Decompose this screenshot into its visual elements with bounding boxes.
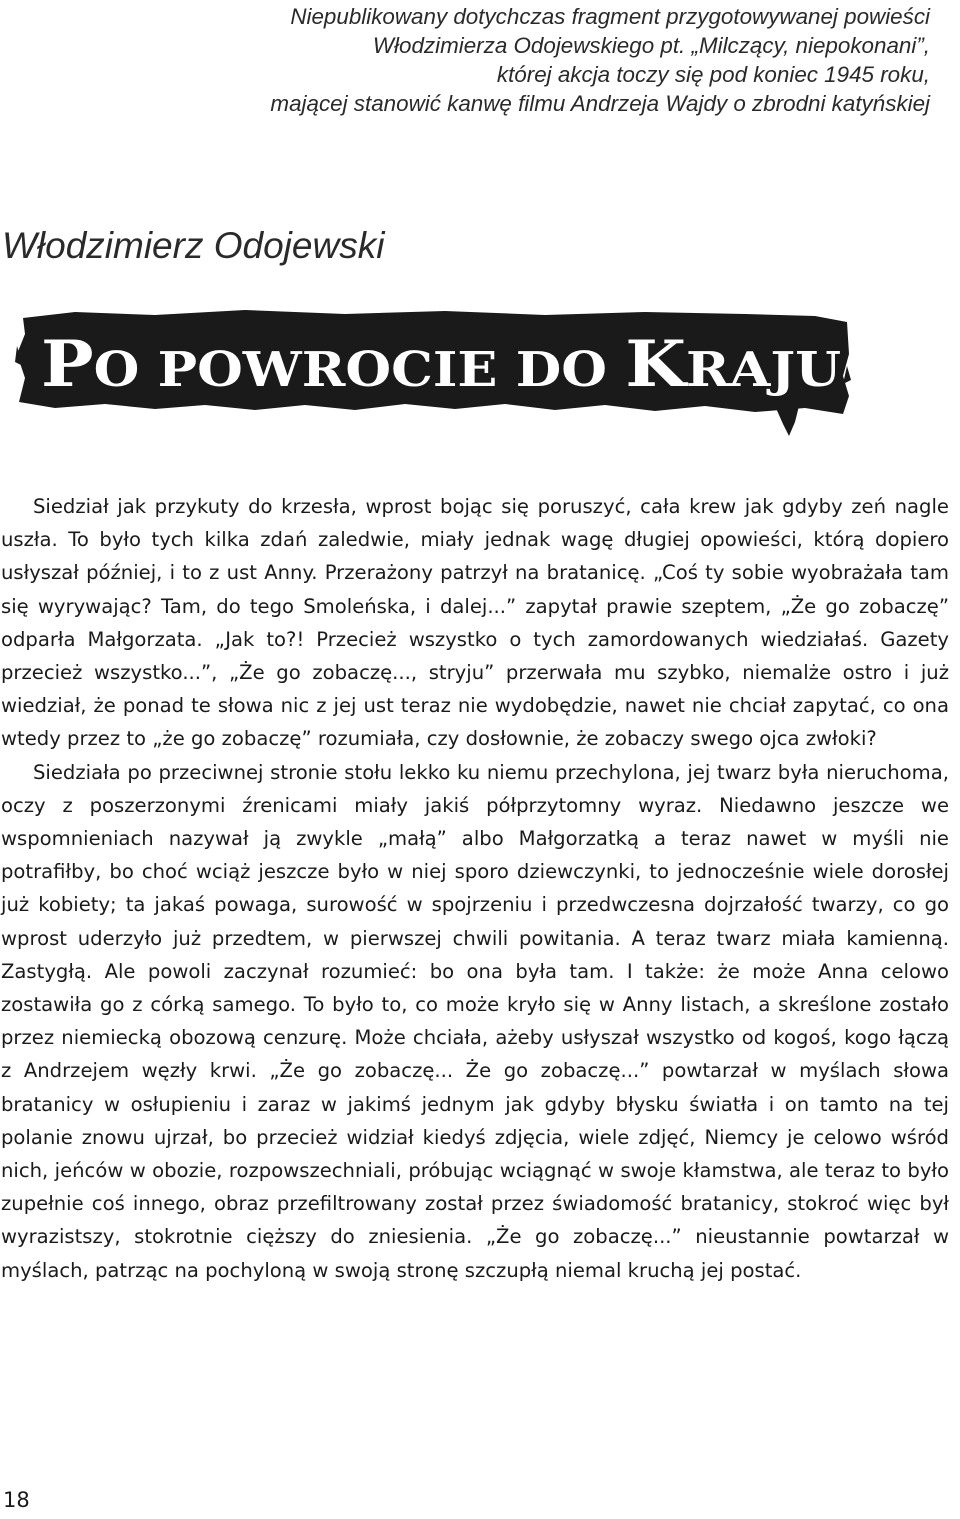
body-paragraph: Siedział jak przykuty do krzesła, wprost bojąc się poruszyć, cała krew jak gdyby zeń nagle uszła. To było tych kilka zdań zaledwie, miały jednak wagę długiej opowieści, którą dopiero usłyszał później, i to z ust Anny. Przerażony patrzył na bratanicę. „Coś ty sobie wyobrażała tam się wyrywając? Tam, do tego Smoleńska, i dalej...” zapytał prawie szeptem, „Że go zobaczę” odparła Małgorzata. „Jak to?! Przecież wszystko o tych zamordowanych wiedziałaś. Gazety przecież wszystko...”, „Że go zobaczę..., stryju” przerwała mu szybko, niemalże ostro i już wiedział, że ponad te słowa nic z jej ust teraz nie wydobędzie, nawet nie chciał zapytać, co ona wtedy przez to „że go zobaczę” rozumiała, czy dosłownie, że zobaczy swego ojca zwłoki? xyxy=(1,495,949,751)
title-initial-p: P xyxy=(41,327,90,402)
intro-note xyxy=(150,2,930,118)
title-middle: O POWROCIE DO xyxy=(93,342,580,398)
title-banner xyxy=(15,306,851,438)
title-initial-k: K xyxy=(625,327,681,402)
page-number: 18 xyxy=(3,1488,30,1512)
article-body xyxy=(1,490,949,1287)
intro-line: Niepublikowany dotychczas fragment przygotowywanej powieści xyxy=(290,4,930,29)
intro-line: której akcja toczy się pod koniec 1945 roku, xyxy=(496,62,930,87)
title-end: RAJU xyxy=(686,342,828,398)
intro-line: Włodzimierza Odojewskiego pt. „Milczący, niepokonani”, xyxy=(372,33,930,58)
body-paragraph: Siedziała po przeciwnej stronie stołu lekko ku niemu przechylona, jej twarz była nieruchoma, oczy z poszerzonymi źrenicami miały jakiś półprzytomny wyraz. Niedawno jeszcze we wspomnieniach nazywał ją zwykle „małą” albo Małgorzatką a teraz nawet w myśli nie potrafiłby, bo choć wciąż jeszcze było w niej sporo dziewczynki, to jednocześnie wiele dorosłej już kobiety; ta jakaś powaga, surowość w spojrzeniu i przedwczesna dojrzałość twarzy, co go wprost uderzyło już przedtem, w pierwszej chwili powitania. A teraz twarz miała kamienną. Zastygłą. Ale powoli zaczynał rozumieć: bo ona była tam. I także: że może Anna celowo zostawiła go z córką samego. To było to, co może kryło się w Anny listach, a skreślone zostało przez niemiecką obozową cenzurę. Może chciała, ażeby usłyszał wszystko od kogoś, kogo łączą z Andrzejem węzły krwi. „Że go zobaczę... Że go zobaczę...” powtarzał w myślach słowa bratanicy w osłupieniu i zaraz w jakimś jednym jak gdyby błysku światła i on tamto na tej polanie znowu ujrzał, bo przecież widział kiedyś zdjęcia, wiele zdjęć, Niemcy je celowo wśród nich, jeńców w obozie, rozpowszechniali, próbując wciągnąć w swoje kłamstwa, ale teraz to było zupełnie coś innego, obraz przefiltrowany został przez świadomość bratanicy, stokroć więc był wyrazistszy, stokrotnie cięższy do zniesienia. „Że go zobaczę...” nieustannie powtarzał w myślach, patrząc na pochyloną w swoją stronę szczupłą niemal kruchą jej postać. xyxy=(1,760,949,1282)
intro-line: mającej stanowić kanwę filmu Andrzeja Wajdy o zbrodni katyńskiej xyxy=(270,91,930,116)
author-name: Włodzimierz Odojewski xyxy=(2,225,385,266)
title-banner-graphic xyxy=(15,306,851,438)
brush-drip-mark xyxy=(775,406,799,436)
